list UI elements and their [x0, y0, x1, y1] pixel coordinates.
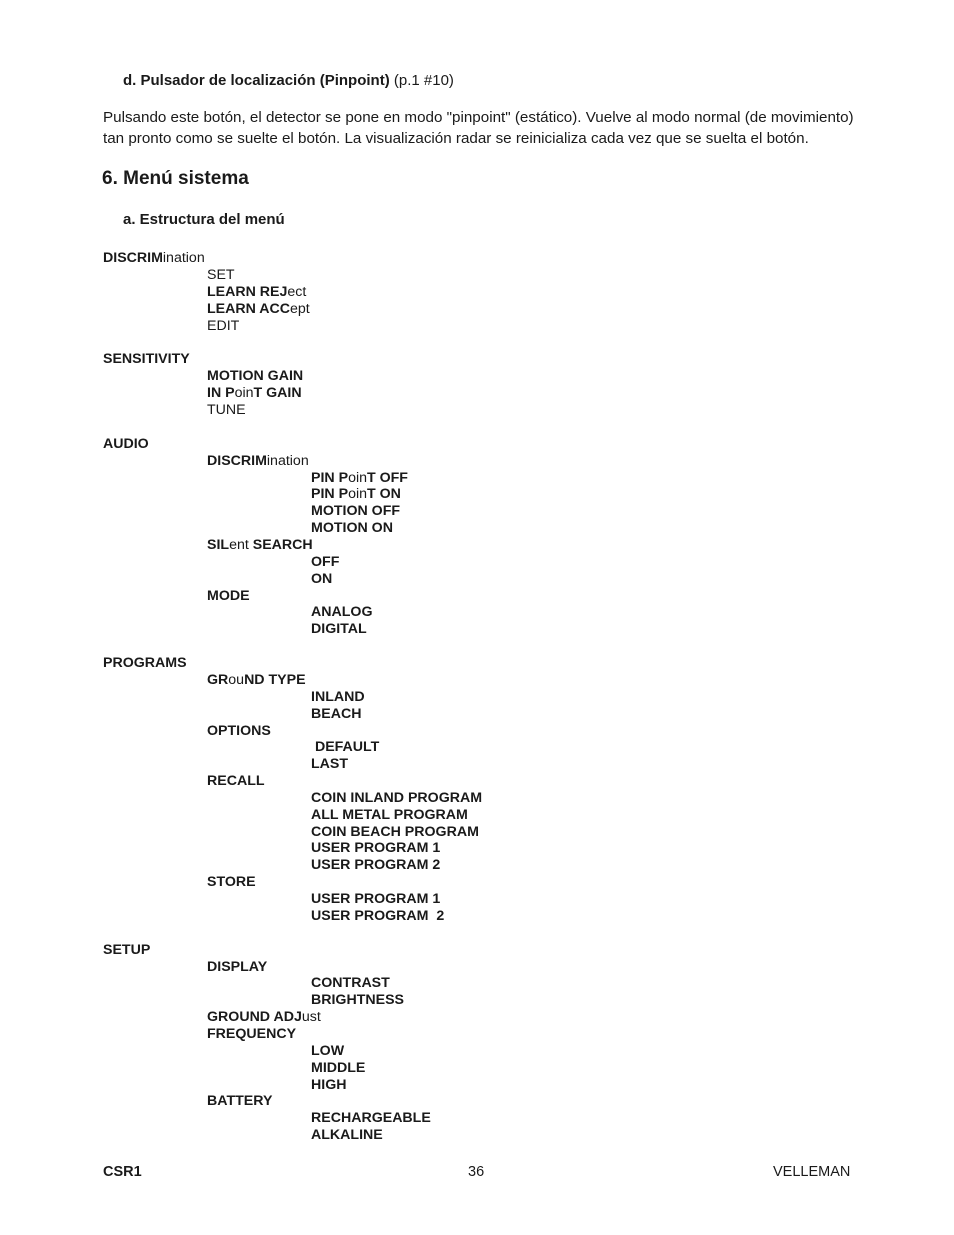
menu-text-bold: SEARCH: [248, 537, 313, 553]
menu-text-bold: MODE: [207, 588, 250, 604]
menu-coin-inland-program: [311, 790, 482, 807]
menu-text-bold: PIN P: [311, 470, 349, 486]
menu-text-normal: oin: [348, 470, 367, 486]
menu-text-bold: LEARN ACC: [207, 301, 291, 317]
menu-text-bold: DIGITAL: [311, 621, 367, 637]
menu-default: [311, 739, 379, 756]
menu-audio: [103, 436, 149, 453]
section-d-title: d. Pulsador de localización (Pinpoint): [123, 72, 390, 89]
menu-text-bold: USER PROGRAM 2: [311, 908, 445, 924]
menu-text-bold: MOTION ON: [311, 520, 393, 536]
menu-middle: [311, 1060, 365, 1077]
menu-text-bold: SENSITIVITY: [103, 351, 190, 367]
footer-model: CSR1: [103, 1164, 142, 1180]
menu-store-user-program-2: [311, 908, 444, 925]
menu-inland: [311, 689, 365, 706]
menu-text-bold: HIGH: [311, 1077, 347, 1093]
menu-pinpoint-on: [311, 486, 401, 503]
menu-text-bold: COIN INLAND PROGRAM: [311, 790, 483, 806]
menu-text-normal: ination: [266, 453, 309, 469]
menu-discrimination: [103, 250, 205, 267]
footer-brand: VELLEMAN: [773, 1164, 851, 1180]
menu-text-bold: DISCRIM: [207, 453, 267, 469]
section-6-title: 6. Menú sistema: [102, 168, 249, 189]
menu-motion-gain: [207, 368, 303, 385]
menu-low: [311, 1043, 344, 1060]
menu-text-bold: MOTION GAIN: [207, 368, 304, 384]
menu-text-bold: BEACH: [311, 706, 362, 722]
section-d-reference: (p.1 #10): [389, 72, 454, 89]
footer-page-number: 36: [468, 1164, 485, 1180]
menu-text-bold: LEARN REJ: [207, 284, 288, 300]
menu-store-user-program-1: [311, 891, 440, 908]
menu-text-bold: AUDIO: [103, 436, 149, 452]
menu-brightness: [311, 992, 404, 1009]
menu-setup: [103, 942, 150, 959]
menu-recall-user-program-2: [311, 857, 440, 874]
menu-pinpoint-off: [311, 470, 408, 487]
menu-beach: [311, 706, 361, 723]
menu-text-bold: DEFAULT: [311, 739, 380, 755]
menu-text-bold: USER PROGRAM 1: [311, 840, 441, 856]
menu-learn-reject: [207, 284, 306, 301]
menu-text-bold: LOW: [311, 1043, 345, 1059]
menu-high: [311, 1077, 346, 1094]
menu-recall-user-program-1: [311, 840, 440, 857]
menu-motion-off: [311, 503, 400, 520]
menu-text-normal: ent: [229, 537, 249, 553]
menu-text-bold: PIN P: [311, 486, 349, 502]
menu-coin-beach-program: [311, 824, 479, 841]
section-6a-subtitle: a. Estructura del menú: [123, 211, 285, 228]
menu-rechargeable: [311, 1110, 431, 1127]
menu-store: [207, 874, 256, 891]
menu-text-bold: RECHARGEABLE: [311, 1110, 431, 1126]
menu-last: [311, 756, 348, 773]
menu-text-normal: ination: [162, 250, 205, 266]
menu-text-bold: ND TYPE: [244, 672, 306, 688]
menu-ground-adjust: [207, 1009, 321, 1026]
menu-text-normal: oin: [234, 385, 254, 401]
menu-mode: [207, 588, 250, 605]
menu-text-bold: T ON: [367, 486, 401, 502]
menu-text-normal: ept: [290, 301, 310, 317]
menu-text-bold: T GAIN: [253, 385, 302, 401]
menu-display: [207, 959, 267, 976]
menu-text-bold: CONTRAST: [311, 975, 390, 991]
menu-text-bold: LAST: [311, 756, 349, 772]
menu-text-bold: ON: [311, 571, 333, 587]
menu-in-point-gain: [207, 385, 302, 402]
menu-text-bold: IN P: [207, 385, 235, 401]
menu-text-bold: ALL METAL PROGRAM: [311, 807, 468, 823]
menu-text-bold: COIN BEACH PROGRAM: [311, 824, 479, 840]
menu-text-bold: DISPLAY: [207, 959, 268, 975]
menu-text-bold: STORE: [207, 874, 256, 890]
menu-text-bold: MIDDLE: [311, 1060, 366, 1076]
menu-tune: TUNE: [207, 402, 246, 418]
menu-text-bold: SIL: [207, 537, 230, 553]
menu-sensitivity: [103, 351, 190, 368]
menu-text-normal: ect: [287, 284, 307, 300]
menu-text-bold: ALKALINE: [311, 1127, 383, 1143]
menu-text-bold: PROGRAMS: [103, 655, 187, 671]
menu-options: [207, 723, 271, 740]
menu-text-bold: ANALOG: [311, 604, 373, 620]
menu-motion-on: [311, 520, 393, 537]
menu-frequency: [207, 1026, 296, 1043]
menu-text-bold: MOTION OFF: [311, 503, 401, 519]
menu-text-bold: GROUND ADJ: [207, 1009, 302, 1025]
menu-text-bold: SETUP: [103, 942, 151, 958]
menu-contrast: [311, 975, 390, 992]
menu-silent-on: [311, 571, 332, 588]
menu-set: SET: [207, 267, 235, 283]
menu-text-bold: OFF: [311, 554, 340, 570]
menu-programs: [103, 655, 187, 672]
menu-text-normal: oin: [348, 486, 367, 502]
menu-ground-type: [207, 672, 306, 689]
menu-all-metal-program: [311, 807, 468, 824]
menu-text-bold: OPTIONS: [207, 723, 271, 739]
menu-silent-off: [311, 554, 339, 571]
menu-text-bold: INLAND: [311, 689, 365, 705]
menu-learn-accept: [207, 301, 310, 318]
menu-digital: [311, 621, 367, 638]
menu-edit: EDIT: [207, 318, 240, 334]
menu-battery: [207, 1093, 272, 1110]
menu-text-bold: RECALL: [207, 773, 265, 789]
menu-recall: [207, 773, 265, 790]
menu-text-bold: USER PROGRAM 1: [311, 891, 441, 907]
menu-text-bold: GR: [207, 672, 229, 688]
menu-text-bold: BRIGHTNESS: [311, 992, 405, 1008]
section-d-heading: [123, 72, 454, 89]
menu-alkaline: [311, 1127, 383, 1144]
menu-text-bold: USER PROGRAM 2: [311, 857, 441, 873]
menu-analog: [311, 604, 372, 621]
menu-text-bold: T OFF: [367, 470, 408, 486]
menu-silent-search: [207, 537, 313, 554]
menu-text-bold: BATTERY: [207, 1093, 273, 1109]
menu-audio-discrimination: [207, 453, 309, 470]
menu-text-bold: FREQUENCY: [207, 1026, 297, 1042]
menu-text-normal: ou: [228, 672, 245, 688]
section-d-paragraph: Pulsando este botón, el detector se pone en modo "pinpoint" (estático). Vuelve al modo normal (de movimiento) tan pronto como se suelte el botón. La visualización radar se reinicializa cada vez que se suelta el botón.: [103, 109, 854, 147]
menu-text-bold: DISCRIM: [103, 250, 163, 266]
menu-text-normal: ust: [301, 1009, 321, 1025]
